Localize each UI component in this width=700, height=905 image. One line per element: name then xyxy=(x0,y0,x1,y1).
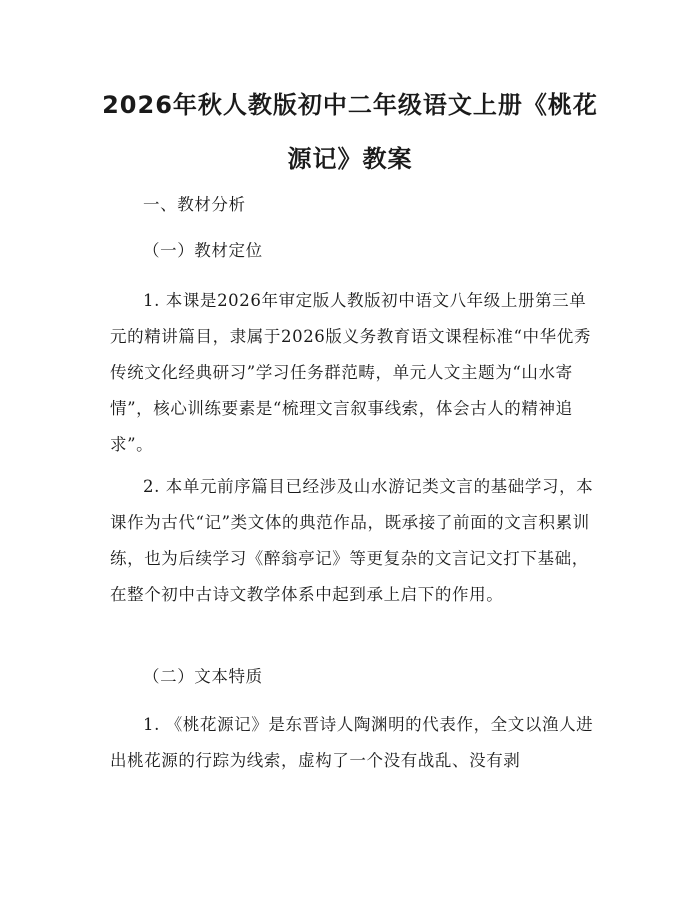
subsection-heading-text-features: （二）文本特质 xyxy=(143,667,263,686)
subsection-heading-positioning: （一）教材定位 xyxy=(143,241,263,260)
paragraph-positioning-2: 2. 本单元前序篇目已经涉及山水游记类文言的基础学习，本课作为古代“记”类文体的典范作品，既承接了前面的文言积累训练，也为后续学习《醉翁亭记》等更复杂的文言记文打下基础，在整个初中古诗文教学体系中起到承上启下的作用。 xyxy=(110,477,594,604)
section-heading-textbook-analysis: 一、教材分析 xyxy=(143,195,246,214)
paragraph-text-features-1: 1. 《桃花源记》是东晋诗人陶渊明的代表作，全文以渔人进出桃花源的行踪为线索，虚构了一个没有战乱、没有剥 xyxy=(110,715,594,770)
document-title: 2026年秋人教版初中二年级语文上册《桃花源记》教案 xyxy=(102,91,598,173)
paragraph-positioning-1: 1. 本课是2026年审定版人教版初中语文八年级上册第三单元的精讲篇目，隶属于2026版义务教育语文课程标准“中华优秀传统文化经典研习”学习任务群范畴，单元人文主题为“山水寄情”，核心训练要素是“梳理文言叙事线索，体会古人的精神追求”。 xyxy=(110,291,591,454)
